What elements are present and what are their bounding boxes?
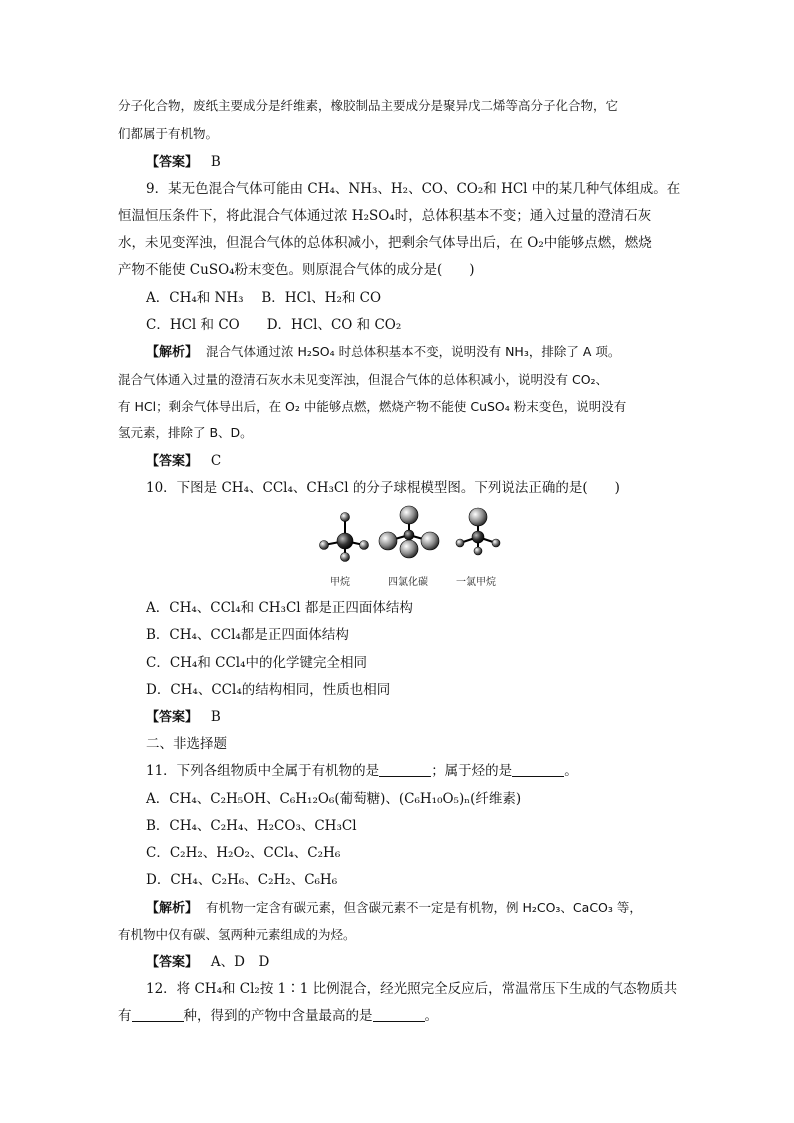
answer-blank [379, 762, 431, 777]
q10-option-b: B．CH₄、CCl₄都是正四面体结构 [146, 627, 349, 643]
q11-analysis-2: 有机物中仅有碳、氢两种元素组成的为烃。 [118, 927, 356, 942]
q9-line-1: 9．某无色混合气体可能由 CH₄、NH₃、H₂、CO、CO₂和 HCl 中的某几种气体组成。在 [146, 181, 681, 197]
q11-answer [146, 952, 269, 973]
carbon-tetrachloride-model [379, 506, 439, 558]
q9-analysis-4: 氢元素，排除了 B、D。 [118, 425, 253, 440]
q10-stem: 10．下图是 CH₄、CCl₄、CH₃Cl 的分子球棍模型图。下列说法正确的是( ) [146, 480, 620, 496]
q11-option-a: A．CH₄、C₂H₅OH、C₆H₁₂O₆(葡萄糖)、(C₆H₁₀O₅)ₙ(纤维素) [146, 791, 522, 807]
chloromethane-model [456, 508, 500, 555]
caption-chloromethane: 一氯甲烷 [456, 577, 496, 588]
answer-blank [132, 1007, 184, 1022]
answer-label: 【答案】 [146, 710, 199, 725]
q9-analysis-2: 混合气体通入过量的澄清石灰水未见变浑浊，但混合气体的总体积减小，说明没有 CO₂、 [118, 372, 609, 387]
q12-line-2-part-2: 种，得到的产物中含量最高的是 [183, 1008, 373, 1024]
q9-line-3: 水，未见变浑浊，但混合气体的总体积减小，把剩余气体导出后，在 O₂中能够点燃，燃烧 [118, 235, 652, 251]
q10-option-c: C．CH₄和 CCl₄中的化学键完全相同 [146, 655, 368, 671]
q12-line-1: 12．将 CH₄和 Cl₂按 1∶1 比例混合，经光照完全反应后，常温常压下生成的气态物质共 [146, 981, 678, 997]
analysis-text: 混合气体通过浓 H₂SO₄ 时总体积基本不变，说明没有 NH₃，排除了 A 项。 [205, 344, 621, 359]
q11-stem-part-2: ；属于烃的是 [431, 763, 513, 779]
answer-label: 【答案】 [146, 155, 199, 170]
q11-stem-part-1: 11．下列各组物质中全属于有机物的是 [146, 763, 380, 779]
q10-option-d: D．CH₄、CCl₄的结构相同，性质也相同 [146, 682, 391, 698]
q9-analysis-3: 有 HCl；剩余气体导出后，在 O₂ 中能够点燃，燃烧产物不能使 CuSO₄ 粉末变色，说明没有 [118, 399, 627, 414]
intro-line-2: 们都属于有机物。 [118, 126, 219, 141]
methane-model [320, 513, 369, 562]
q11-option-b: B．CH₄、C₂H₄、H₂CO₃、CH₃Cl [146, 818, 357, 834]
answer-value: B [210, 709, 221, 725]
q11-analysis-1 [146, 898, 642, 919]
analysis-label: 【解析】 [146, 345, 199, 360]
answer-label: 【答案】 [146, 454, 199, 469]
q12-line-2-part-1: 有 [118, 1008, 132, 1024]
answer-value: A、D D [210, 954, 270, 970]
q11-option-d: D．CH₄、C₂H₆、C₂H₂、C₆H₆ [146, 872, 338, 888]
q11-stem [146, 761, 578, 781]
answer-blank [373, 1007, 425, 1022]
q9-option-a-b: A．CH₄和 NH₃ B．HCl、H₂和 CO [146, 290, 382, 306]
answer-value: C [210, 453, 222, 469]
q11-option-c: C．C₂H₂、H₂O₂、CCl₄、C₂H₆ [146, 845, 341, 861]
intro-answer [146, 152, 221, 173]
q9-option-c-d: C．HCl 和 CO D．HCl、CO 和 CO₂ [146, 317, 402, 333]
q12-line-2 [118, 1006, 438, 1026]
q9-answer [146, 451, 221, 472]
analysis-label: 【解析】 [146, 901, 199, 916]
q10-answer [146, 707, 221, 728]
molecule-models-figure [316, 505, 506, 587]
answer-blank [512, 762, 564, 777]
answer-value: B [210, 154, 221, 170]
answer-label: 【答案】 [146, 955, 199, 970]
q10-option-a: A．CH₄、CCl₄和 CH₃Cl 都是正四面体结构 [146, 600, 413, 616]
q9-line-4: 产物不能使 CuSO₄粉末变色。则原混合气体的成分是( ) [118, 262, 475, 278]
q12-line-2-part-3: 。 [424, 1008, 438, 1024]
caption-carbon-tetrachloride: 四氯化碳 [388, 577, 428, 588]
q9-line-2: 恒温恒压条件下，将此混合气体通过浓 H₂SO₄时，总体积基本不变；通入过量的澄清石灰 [118, 208, 652, 224]
caption-methane: 甲烷 [330, 577, 350, 588]
intro-line-1: 分子化合物，废纸主要成分是纤维素，橡胶制品主要成分是聚异戊二烯等高分子化合物，它 [118, 98, 619, 113]
q11-stem-part-3: 。 [564, 763, 578, 779]
q9-analysis-1 [146, 342, 620, 363]
section-title: 二、非选择题 [146, 736, 227, 752]
analysis-text: 有机物一定含有碳元素，但含碳元素不一定是有机物，例 H₂CO₃、CaCO₃ 等， [205, 900, 642, 915]
